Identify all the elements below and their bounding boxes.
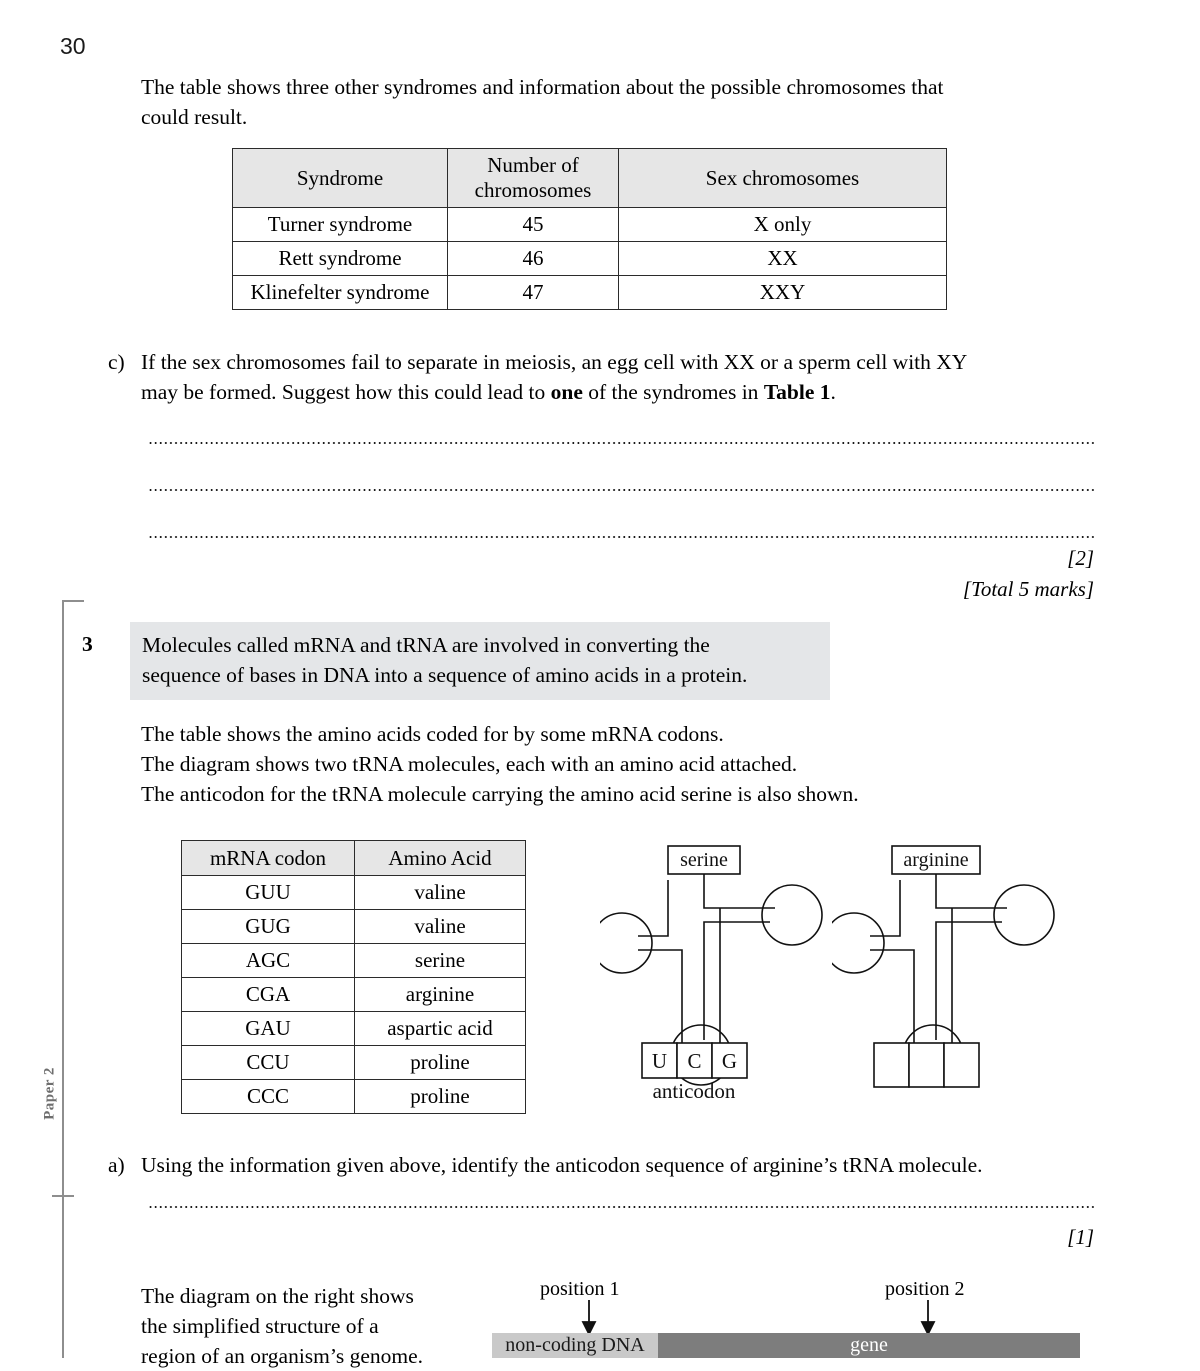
genome-text-line-3: region of an organism’s genome. bbox=[141, 1344, 424, 1368]
genome-segment-gene: gene bbox=[658, 1333, 1080, 1358]
cell-codon: GAU bbox=[182, 1012, 355, 1046]
question-c-line-2 bbox=[141, 377, 1091, 407]
question-c-line2-part2: of the syndromes in bbox=[582, 380, 764, 404]
arginine-label-text: arginine bbox=[903, 849, 969, 871]
question-3-body-line-3: The anticodon for the tRNA molecule carrying the amino acid serine is also shown. bbox=[141, 782, 859, 806]
question-c-line2-part1: may be formed. Suggest how this could lead to bbox=[141, 380, 551, 404]
question-3-intro-box bbox=[130, 622, 830, 700]
genome-text-line-1: The diagram on the right shows bbox=[141, 1284, 414, 1308]
question-c-bold-table1: Table 1 bbox=[763, 380, 831, 404]
serine-label-text: serine bbox=[680, 849, 728, 871]
header-mrna-codon: mRNA codon bbox=[182, 841, 355, 876]
cell-syndrome: Turner syndrome bbox=[233, 208, 448, 242]
header-syndrome: Syndrome bbox=[233, 149, 448, 208]
intro-paragraph bbox=[141, 72, 1071, 132]
table-row bbox=[182, 978, 526, 1012]
intro-line-1: The table shows three other syndromes and information about the possible chromosomes that bbox=[141, 75, 944, 99]
header-amino-acid: Amino Acid bbox=[355, 841, 526, 876]
table-row bbox=[182, 1080, 526, 1114]
genome-segment-non-coding-dna: non-coding DNA bbox=[492, 1333, 658, 1358]
table-row bbox=[182, 944, 526, 978]
cell-amino-acid: aspartic acid bbox=[355, 1012, 526, 1046]
table-row bbox=[182, 910, 526, 944]
question-3-margin-tick bbox=[62, 600, 84, 602]
table-row bbox=[233, 208, 947, 242]
question-3-body-text bbox=[141, 719, 1091, 809]
anticodon-caption: anticodon bbox=[652, 1079, 736, 1100]
cell-number: 45 bbox=[448, 208, 619, 242]
header-number-line2: chromosomes bbox=[474, 178, 592, 202]
anticodon-letter-2: C bbox=[687, 1049, 702, 1073]
cell-sex: X only bbox=[619, 208, 947, 242]
cell-sex: XX bbox=[619, 242, 947, 276]
question-3-intro-line-2: sequence of bases in DNA into a sequence of amino acids in a protein. bbox=[142, 663, 748, 687]
table-row bbox=[233, 276, 947, 310]
table-header-row bbox=[233, 149, 947, 208]
genome-text-line-2: the simplified structure of a bbox=[141, 1314, 379, 1338]
genome-bar bbox=[492, 1333, 1080, 1358]
question-c-line-1: If the sex chromosomes fail to separate in meiosis, an egg cell with XX or a sperm cell with XY bbox=[141, 350, 968, 374]
header-number-line1: Number of bbox=[487, 153, 579, 177]
position-2-label: position 2 bbox=[885, 1278, 965, 1300]
cell-codon: CCU bbox=[182, 1046, 355, 1080]
cell-syndrome: Klinefelter syndrome bbox=[233, 276, 448, 310]
cell-amino-acid: arginine bbox=[355, 978, 526, 1012]
marks-c: [2] bbox=[1067, 546, 1094, 570]
answer-line[interactable] bbox=[148, 534, 1094, 538]
trna-diagram-arginine bbox=[832, 840, 1062, 1090]
trna-serine-svg bbox=[600, 840, 830, 1100]
question-3-number: 3 bbox=[82, 632, 93, 656]
question-c-line2-part3: . bbox=[830, 380, 836, 404]
marks-3a: [1] bbox=[1067, 1225, 1094, 1249]
paper-side-label: Paper 2 bbox=[41, 1067, 58, 1120]
total-marks: [Total 5 marks] bbox=[962, 577, 1094, 601]
cell-amino-acid: proline bbox=[355, 1046, 526, 1080]
question-3-body-line-1: The table shows the amino acids coded for by some mRNA codons. bbox=[141, 722, 724, 746]
question-3-margin-rule bbox=[62, 600, 64, 1358]
trna-arginine-svg bbox=[832, 840, 1062, 1100]
header-number-of-chromosomes bbox=[448, 149, 619, 208]
cell-codon: AGC bbox=[182, 944, 355, 978]
cell-codon: CGA bbox=[182, 978, 355, 1012]
cell-sex: XXY bbox=[619, 276, 947, 310]
table-header-row bbox=[182, 841, 526, 876]
position-1-label: position 1 bbox=[540, 1278, 620, 1300]
codon-table bbox=[181, 840, 526, 1114]
question-3-intro-line-1: Molecules called mRNA and tRNA are involved in converting the bbox=[142, 633, 710, 657]
syndrome-table bbox=[232, 148, 947, 310]
anticodon-letter-1: U bbox=[651, 1049, 668, 1073]
answer-line[interactable] bbox=[148, 440, 1094, 444]
question-3a-marker: a) bbox=[108, 1153, 125, 1177]
table-row bbox=[233, 242, 947, 276]
trna-diagram-serine bbox=[600, 840, 830, 1100]
arginine-anticodon-box-2 bbox=[909, 1043, 944, 1087]
anticodon-letter-3: G bbox=[721, 1049, 738, 1073]
answer-line[interactable] bbox=[148, 1204, 1094, 1208]
arginine-anticodon-box-1 bbox=[874, 1043, 909, 1087]
question-3a-text: Using the information given above, identify the anticodon sequence of arginine’s tRNA molecule. bbox=[141, 1153, 983, 1177]
question-c-text bbox=[141, 347, 1091, 407]
table-row bbox=[182, 876, 526, 910]
cell-amino-acid: valine bbox=[355, 910, 526, 944]
table-row bbox=[182, 1012, 526, 1046]
header-sex-chromosomes: Sex chromosomes bbox=[619, 149, 947, 208]
cell-codon: CCC bbox=[182, 1080, 355, 1114]
cell-number: 46 bbox=[448, 242, 619, 276]
arginine-anticodon-box-3 bbox=[944, 1043, 979, 1087]
table-row bbox=[182, 1046, 526, 1080]
cell-amino-acid: proline bbox=[355, 1080, 526, 1114]
question-c-bold-one: one bbox=[550, 380, 583, 404]
paper-margin-tick bbox=[52, 1195, 74, 1197]
cell-syndrome: Rett syndrome bbox=[233, 242, 448, 276]
question-3-body-line-2: The diagram shows two tRNA molecules, each with an amino acid attached. bbox=[141, 752, 798, 776]
cell-codon: GUG bbox=[182, 910, 355, 944]
arginine-anticodon-boxes bbox=[874, 1043, 979, 1087]
cell-amino-acid: serine bbox=[355, 944, 526, 978]
cell-number: 47 bbox=[448, 276, 619, 310]
page-number: 30 bbox=[60, 33, 86, 59]
cell-codon: GUU bbox=[182, 876, 355, 910]
intro-line-2: could result. bbox=[141, 105, 248, 129]
cell-amino-acid: valine bbox=[355, 876, 526, 910]
position-arrows bbox=[560, 1300, 960, 1336]
question-c-marker: c) bbox=[108, 350, 125, 374]
answer-line[interactable] bbox=[148, 487, 1094, 491]
